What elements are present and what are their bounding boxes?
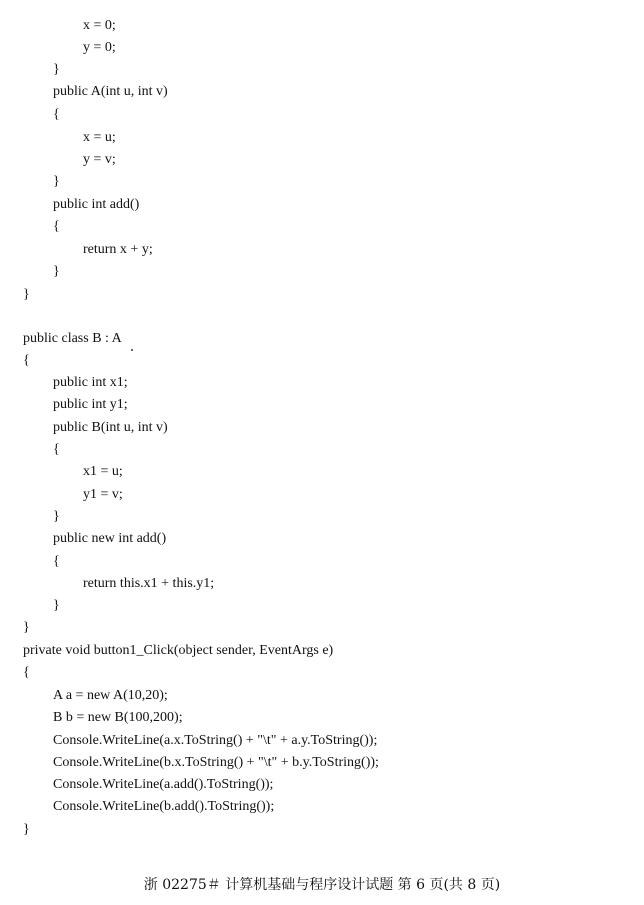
code-line-17: public int y1; [53,397,128,412]
code-line-7: y = v; [83,152,116,167]
code-line-15: { [23,353,30,368]
stray-mark [131,349,133,351]
code-line-22: } [53,509,60,524]
code-line-23: public new int add() [53,531,167,546]
code-line-25: return this.x1 + this.y1; [83,576,215,591]
code-line-32: Console.WriteLine(a.x.ToString() + "\t" + a.y.ToString()); [53,733,378,748]
code-line-36: } [23,822,30,837]
code-line-9: public int add() [53,197,140,212]
code-line-28: private void button1_Click(object sender, EventArgs e) [23,643,334,658]
code-line-3: } [53,62,60,77]
code-line-18: public B(int u, int v) [53,420,168,435]
code-line-19: { [53,442,60,457]
code-line-33: Console.WriteLine(b.x.ToString() + "\t" + b.y.ToString()); [53,755,379,770]
code-line-12: } [53,264,60,279]
code-line-11: return x + y; [83,242,153,257]
code-line-8: } [53,174,60,189]
code-line-13: } [23,287,30,302]
code-line-2: y = 0; [83,40,116,55]
code-line-6: x = u; [83,130,116,145]
code-line-21: y1 = v; [83,487,123,502]
code-line-10: { [53,219,60,234]
code-line-5: { [53,107,60,122]
code-line-34: Console.WriteLine(a.add().ToString()); [53,777,274,792]
code-line-31: B b = new B(100,200); [53,710,183,725]
code-line-26: } [53,598,60,613]
code-line-29: { [23,665,30,680]
code-line-27: } [23,620,30,635]
code-line-35: Console.WriteLine(b.add().ToString()); [53,799,275,814]
page-footer: 浙 02275＃ 计算机基础与程序设计试题 第 6 页(共 8 页) [143,877,501,893]
code-line-1: x = 0; [83,18,116,33]
code-line-4: public A(int u, int v) [53,84,168,99]
code-line-24: { [53,554,60,569]
code-line-14: public class B : A [23,331,122,346]
code-line-30: A a = new A(10,20); [53,688,168,703]
code-line-20: x1 = u; [83,464,123,479]
code-line-16: public int x1; [53,375,128,390]
